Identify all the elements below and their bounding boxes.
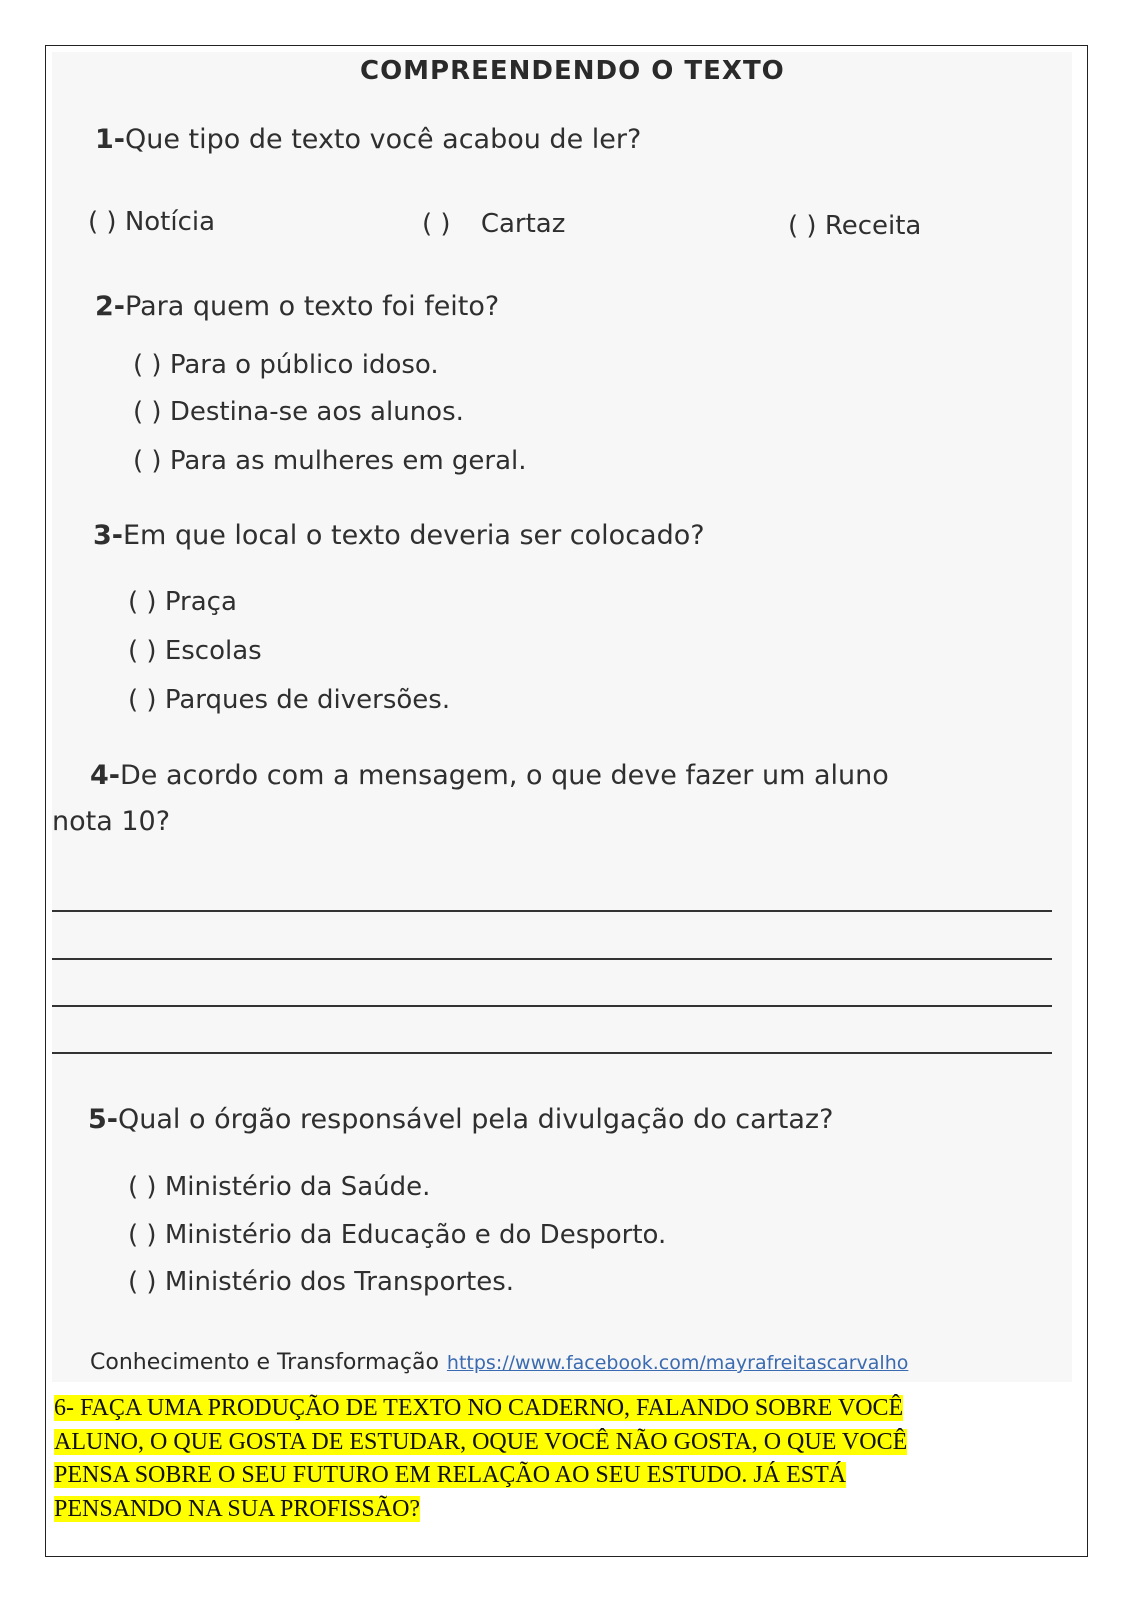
q5-option-3[interactable] bbox=[128, 1267, 514, 1297]
answer-line-1[interactable] bbox=[52, 910, 1052, 912]
question-4-number: 4- bbox=[90, 760, 120, 791]
question-3-text: Em que local o texto deveria ser colocado? bbox=[123, 520, 705, 551]
task-line-2: ALUNO, O QUE GOSTA DE ESTUDAR, OQUE VOCÊ NÃO GOSTA, O QUE VOCÊ bbox=[54, 1428, 908, 1455]
option-label: Para as mulheres em geral. bbox=[169, 446, 527, 476]
q2-option-3[interactable] bbox=[133, 446, 527, 476]
option-label: Ministério da Educação e do Desporto. bbox=[164, 1220, 667, 1250]
answer-line-4[interactable] bbox=[52, 1052, 1052, 1054]
q1-option-cartaz[interactable] bbox=[422, 209, 565, 239]
question-1-text: Que tipo de texto você acabou de ler? bbox=[125, 124, 642, 155]
option-label: Praça bbox=[164, 587, 237, 617]
option-label: Para o público idoso. bbox=[169, 350, 439, 380]
option-label: Cartaz bbox=[480, 209, 566, 239]
q2-option-2[interactable] bbox=[133, 397, 464, 427]
q1-option-noticia[interactable] bbox=[88, 207, 215, 237]
q3-option-1[interactable] bbox=[128, 587, 237, 617]
question-4 bbox=[90, 760, 889, 791]
checkbox-paren: ( ) bbox=[128, 587, 157, 617]
credit-line bbox=[90, 1350, 908, 1375]
checkbox-paren: ( ) bbox=[128, 1220, 157, 1250]
facebook-link[interactable]: https://www.facebook.com/mayrafreitascarvalho bbox=[446, 1352, 909, 1374]
task-line-1: 6- FAÇA UMA PRODUÇÃO DE TEXTO NO CADERNO, FALANDO SOBRE VOCÊ bbox=[54, 1395, 904, 1421]
checkbox-paren: ( ) bbox=[133, 446, 162, 476]
task-line-4: PENSANDO NA SUA PROFISSÃO? bbox=[54, 1495, 421, 1522]
question-3 bbox=[93, 520, 705, 551]
answer-line-3[interactable] bbox=[52, 1005, 1052, 1007]
option-label: Ministério da Saúde. bbox=[164, 1172, 431, 1202]
option-label: Escolas bbox=[164, 636, 262, 666]
option-label: Notícia bbox=[124, 207, 216, 237]
question-5-number: 5- bbox=[88, 1104, 118, 1135]
option-label: Ministério dos Transportes. bbox=[164, 1267, 515, 1297]
checkbox-paren: ( ) bbox=[422, 209, 451, 239]
question-5 bbox=[88, 1104, 833, 1135]
q1-option-receita[interactable] bbox=[788, 211, 921, 241]
question-4-text: De acordo com a mensagem, o que deve fazer um aluno bbox=[120, 760, 889, 791]
question-2-number: 2- bbox=[95, 291, 125, 322]
task-6-instructions bbox=[54, 1392, 1054, 1526]
checkbox-paren: ( ) bbox=[128, 685, 157, 715]
question-3-number: 3- bbox=[93, 520, 123, 551]
checkbox-paren: ( ) bbox=[133, 397, 162, 427]
question-1-number: 1- bbox=[95, 124, 125, 155]
q3-option-2[interactable] bbox=[128, 636, 262, 666]
question-2-text: Para quem o texto foi feito? bbox=[125, 291, 500, 322]
option-label: Parques de diversões. bbox=[164, 685, 451, 715]
checkbox-paren: ( ) bbox=[128, 1267, 157, 1297]
question-1 bbox=[95, 124, 641, 155]
q5-option-1[interactable] bbox=[128, 1172, 430, 1202]
checkbox-paren: ( ) bbox=[133, 350, 162, 380]
answer-line-2[interactable] bbox=[52, 958, 1052, 960]
checkbox-paren: ( ) bbox=[88, 207, 117, 237]
checkbox-paren: ( ) bbox=[128, 1172, 157, 1202]
checkbox-paren: ( ) bbox=[788, 211, 817, 241]
question-2 bbox=[95, 291, 499, 322]
question-5-text: Qual o órgão responsável pela divulgação do cartaz? bbox=[118, 1104, 834, 1135]
option-label: Receita bbox=[824, 211, 922, 241]
question-4-text-continued: nota 10? bbox=[52, 806, 171, 837]
q3-option-3[interactable] bbox=[128, 685, 450, 715]
checkbox-paren: ( ) bbox=[128, 636, 157, 666]
credit-text: Conhecimento e Transformação bbox=[90, 1350, 439, 1375]
q5-option-2[interactable] bbox=[128, 1220, 666, 1250]
option-label: Destina-se aos alunos. bbox=[169, 397, 464, 427]
task-line-3: PENSA SOBRE O SEU FUTURO EM RELAÇÃO AO SEU ESTUDO. JÁ ESTÁ bbox=[54, 1462, 847, 1488]
worksheet-title: COMPREENDENDO O TEXTO bbox=[360, 56, 785, 86]
q2-option-1[interactable] bbox=[133, 350, 439, 380]
